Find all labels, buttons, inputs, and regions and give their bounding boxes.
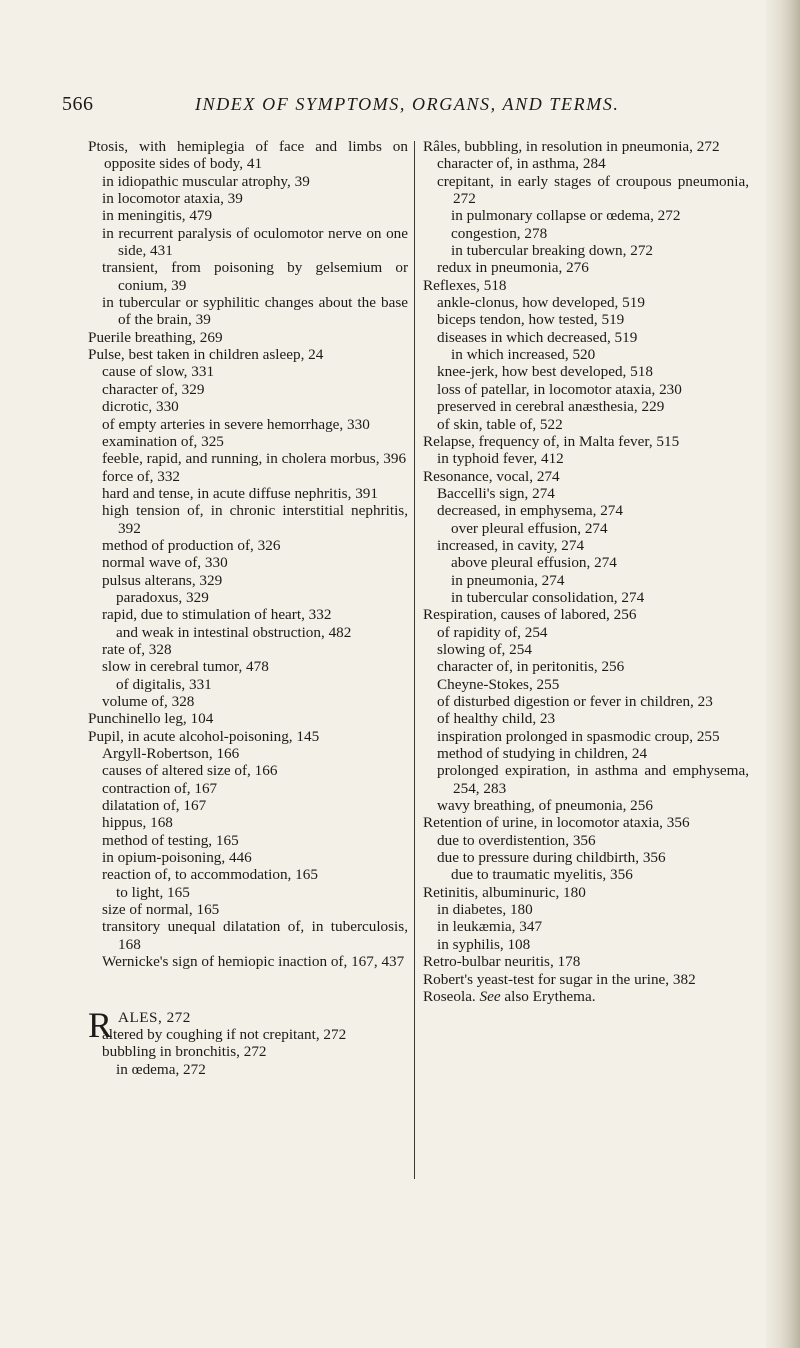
index-entry: hard and tense, in acute diffuse nephritis, 391 xyxy=(102,484,378,502)
index-entry: and weak in intestinal obstruction, 482 xyxy=(116,623,352,641)
index-entry: in idiopathic muscular atrophy, 39 xyxy=(102,172,310,190)
index-entry: diseases in which decreased, 519 xyxy=(437,328,638,346)
index-entry: cause of slow, 331 xyxy=(102,363,215,381)
left-entries xyxy=(88,138,408,971)
index-entry: hippus, 168 xyxy=(102,814,173,832)
index-entry: in recurrent paralysis of oculomotor nerve on one side, 431 xyxy=(102,224,408,260)
see-reference: See xyxy=(479,987,501,1005)
index-entry: of empty arteries in severe hemorrhage, 330 xyxy=(102,415,370,433)
index-entry: in pneumonia, 274 xyxy=(451,571,565,589)
index-entry: due to traumatic myelitis, 356 xyxy=(451,866,633,884)
rales-entries xyxy=(88,1026,408,1078)
column-divider xyxy=(414,141,415,1179)
index-entry: pulsus alterans, 329 xyxy=(102,571,223,589)
index-entry: Puerile breathing, 269 xyxy=(88,328,223,346)
right-entries xyxy=(423,138,749,988)
index-entry: bubbling in bronchitis, 272 xyxy=(102,1043,267,1061)
section-gap xyxy=(88,971,408,1009)
index-entry: above pleural effusion, 274 xyxy=(451,554,617,572)
index-entry: in meningitis, 479 xyxy=(102,207,213,225)
index-entry: knee-jerk, how best developed, 518 xyxy=(437,363,653,381)
index-entry: in œdema, 272 xyxy=(116,1060,206,1078)
index-entry: increased, in cavity, 274 xyxy=(437,536,585,554)
index-entry: rate of, 328 xyxy=(102,640,172,658)
index-entry: of digitalis, 331 xyxy=(116,675,212,693)
index-entry: Resonance, vocal, 274 xyxy=(423,467,560,485)
index-entry: biceps tendon, how tested, 519 xyxy=(437,311,625,329)
index-entry: congestion, 278 xyxy=(451,224,548,242)
index-entry: examination of, 325 xyxy=(102,432,224,450)
index-entry: causes of altered size of, 166 xyxy=(102,762,278,780)
index-entry: Pupil, in acute alcohol-poisoning, 145 xyxy=(88,727,320,745)
index-entry: Retro-bulbar neuritis, 178 xyxy=(423,953,581,971)
running-head: INDEX OF SYMPTOMS, ORGANS, AND TERMS. xyxy=(195,94,620,114)
index-entry: character of, in asthma, 284 xyxy=(437,155,606,173)
index-entry: force of, 332 xyxy=(102,467,181,485)
index-entry: in syphilis, 108 xyxy=(437,935,531,953)
index-entry: in tubercular consolidation, 274 xyxy=(451,588,645,606)
index-entry: Respiration, causes of labored, 256 xyxy=(423,606,637,624)
index-entry: of healthy child, 23 xyxy=(437,710,556,728)
index-entry: of disturbed digestion or fever in children, 23 xyxy=(437,693,713,710)
index-entry: Retinitis, albuminuric, 180 xyxy=(423,883,586,901)
index-entry: Ptosis, with hemiplegia of face and limbs on opposite sides of body, 41 xyxy=(88,138,408,173)
index-entry: method of studying in children, 24 xyxy=(437,745,648,763)
page-header xyxy=(0,93,800,117)
index-entry: volume of, 328 xyxy=(102,693,195,710)
index-entry: method of testing, 165 xyxy=(102,831,239,849)
index-entry: in opium-poisoning, 446 xyxy=(102,849,252,867)
index-entry: to light, 165 xyxy=(116,883,190,901)
index-entry: slowing of, 254 xyxy=(437,640,532,658)
index-entry: transitory unequal dilatation of, in tuberculosis, 168 xyxy=(102,918,408,953)
index-entry: in which increased, 520 xyxy=(451,346,596,364)
index-entry: Reflexes, 518 xyxy=(423,276,507,294)
index-entry: inspiration prolonged in spasmodic croup, 255 xyxy=(437,727,720,745)
index-entry: decreased, in emphysema, 274 xyxy=(437,502,623,520)
index-entry: due to pressure during childbirth, 356 xyxy=(437,849,666,867)
index-entry: ankle-clonus, how developed, 519 xyxy=(437,294,645,312)
index-entry: preserved in cerebral anæsthesia, 229 xyxy=(437,398,665,416)
index-entry: transient, from poisoning by gelsemium or conium, 39 xyxy=(102,259,408,294)
index-entry: redux in pneumonia, 276 xyxy=(437,259,589,277)
index-entry: Râles, bubbling, in resolution in pneumonia, 272 xyxy=(423,138,720,155)
index-column-left xyxy=(88,138,408,1078)
index-entry: rapid, due to stimulation of heart, 332 xyxy=(102,606,332,624)
index-entry: dicrotic, 330 xyxy=(102,398,179,416)
index-entry: loss of patellar, in locomotor ataxia, 230 xyxy=(437,380,682,398)
see-target: also Erythema. xyxy=(504,987,596,1005)
index-entry: in diabetes, 180 xyxy=(437,901,533,919)
index-entry: Robert's yeast-test for sugar in the urine, 382 xyxy=(423,970,696,988)
index-entry: due to overdistention, 356 xyxy=(437,831,596,849)
index-entry: Baccelli's sign, 274 xyxy=(437,484,555,502)
index-entry: of rapidity of, 254 xyxy=(437,623,548,641)
index-entry: character of, in peritonitis, 256 xyxy=(437,658,625,676)
index-entry: in tubercular breaking down, 272 xyxy=(451,242,654,260)
index-entry: Pulse, best taken in children asleep, 24 xyxy=(88,346,324,364)
index-entry: character of, 329 xyxy=(102,380,205,398)
index-entry: in leukæmia, 347 xyxy=(437,918,543,936)
index-entry: crepitant, in early stages of croupous pneumonia, 272 xyxy=(437,172,749,208)
index-column-right xyxy=(423,138,749,1005)
index-entry: high tension of, in chronic interstitial nephritis, 392 xyxy=(102,502,408,537)
index-entry: in tubercular or syphilitic changes about the base of the brain, 39 xyxy=(102,294,408,329)
index-entry: slow in cerebral tumor, 478 xyxy=(102,658,269,676)
index-entry: wavy breathing, of pneumonia, 256 xyxy=(437,797,653,815)
index-entry: in pulmonary collapse or œdema, 272 xyxy=(451,207,681,225)
drop-letter: R xyxy=(88,1004,113,1045)
index-entry: Cheyne-Stokes, 255 xyxy=(437,675,560,693)
index-entry: over pleural effusion, 274 xyxy=(451,519,608,537)
index-entry: contraction of, 167 xyxy=(102,779,218,797)
index-entry: altered by coughing if not crepitant, 272 xyxy=(102,1025,347,1043)
index-entry: prolonged expiration, in asthma and emphysema, 254, 283 xyxy=(437,762,749,797)
index-entry: Wernicke's sign of hemiopic inaction of, 167, 437 xyxy=(102,953,405,971)
index-entry-roseola xyxy=(423,988,749,1005)
index-entry: Retention of urine, in locomotor ataxia, 356 xyxy=(423,814,690,832)
rales-heading: ALES, 272 xyxy=(118,1008,191,1026)
index-entry: of skin, table of, 522 xyxy=(437,415,563,433)
index-entry: dilatation of, 167 xyxy=(102,797,207,815)
index-entry: Relapse, frequency of, in Malta fever, 515 xyxy=(423,432,680,450)
book-spine-shadow xyxy=(766,0,800,1348)
index-entry: paradoxus, 329 xyxy=(116,588,209,606)
index-entry: method of production of, 326 xyxy=(102,536,281,554)
index-entry: reaction of, to accommodation, 165 xyxy=(102,866,318,884)
page-number: 566 xyxy=(62,93,94,115)
roseola-head: Roseola. xyxy=(423,987,476,1005)
index-entry: in typhoid fever, 412 xyxy=(437,450,564,468)
index-entry: normal wave of, 330 xyxy=(102,554,228,572)
index-entry: Punchinello leg, 104 xyxy=(88,710,214,728)
index-entry: size of normal, 165 xyxy=(102,901,220,919)
index-entry: Argyll-Robertson, 166 xyxy=(102,745,240,763)
index-entry: in locomotor ataxia, 39 xyxy=(102,190,243,208)
index-entry: feeble, rapid, and running, in cholera morbus, 396 xyxy=(102,450,407,468)
